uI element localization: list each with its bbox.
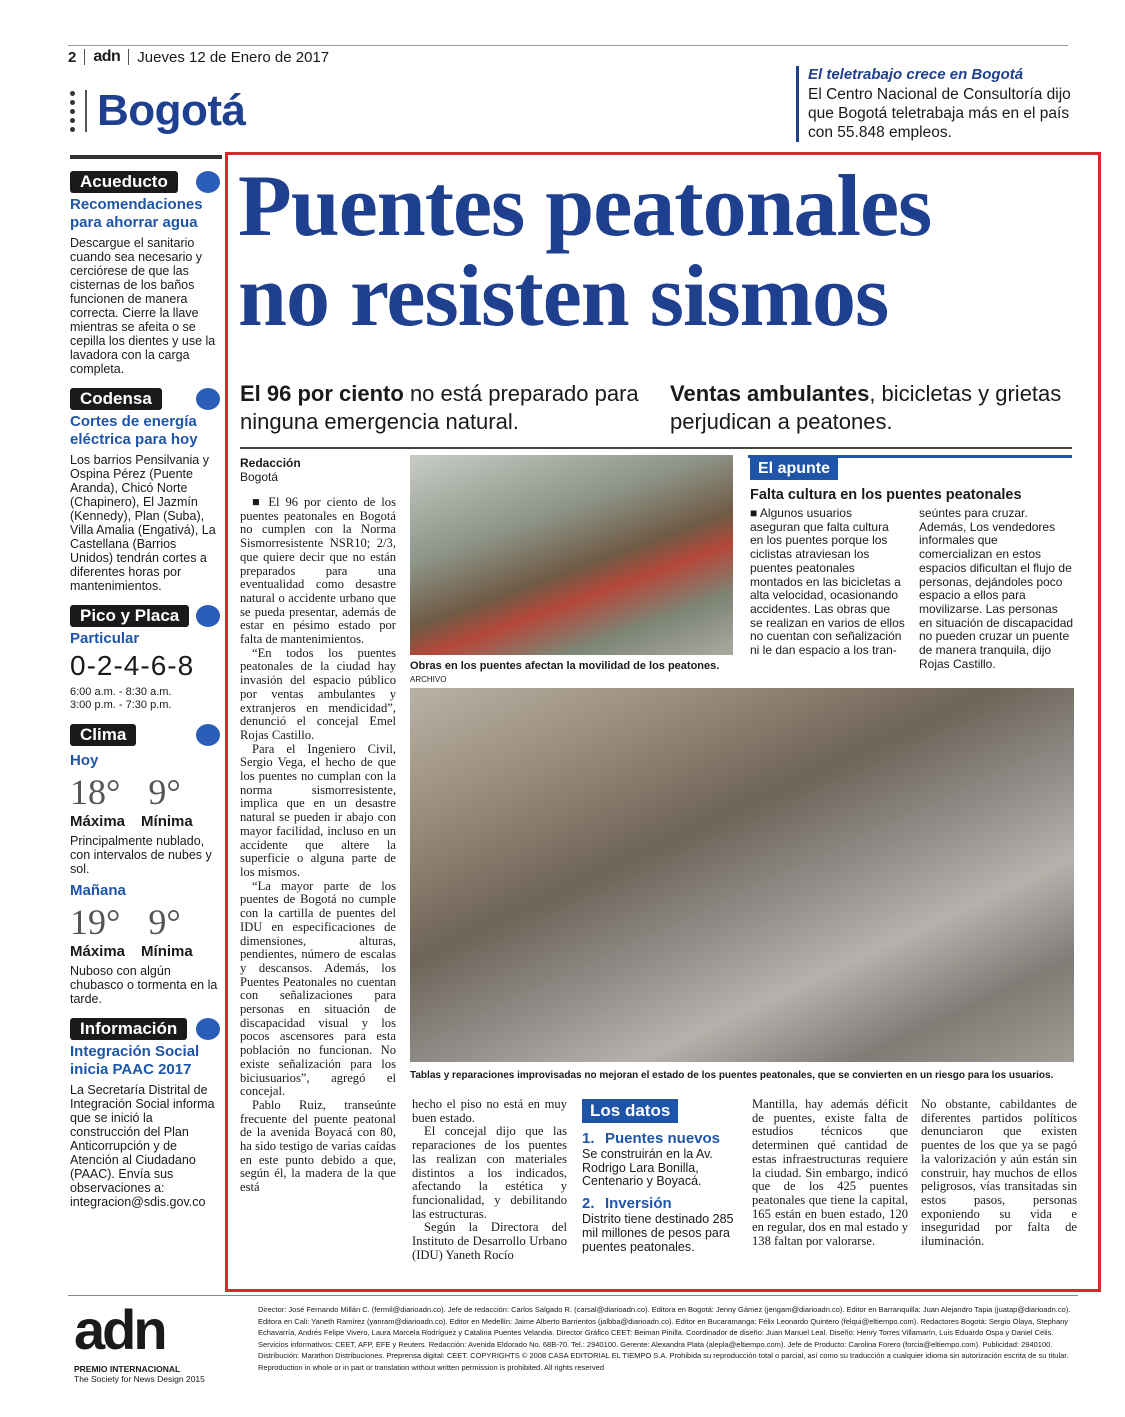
footer-logo[interactable]: adn [74,1298,165,1361]
tomorrow-min-temp: 9° [148,902,181,942]
article-column-2 [412,1098,567,1262]
byline-city: Bogotá [240,470,279,484]
photo1-caption-text: Obras en los puentes afectan la movilidad de los peatones. [410,660,720,672]
info-box [70,1018,222,1209]
tomorrow-max-temp: 19° [70,902,121,942]
datos-item-body: Se construirán en la Av. Rodrigo Lara Bonilla, Centenario y Boyacá. [582,1147,713,1189]
deck-right-rest: , bicicletas y grietas perjudican a peatones. [670,381,1062,434]
deck-rule [240,447,1072,449]
info-body: La Secretaría Distrital de Integración Social informa que se inició la construcción del Plan Anticorrupción y de Atención al Ciudadano (PAAC). Envía sus observaciones a: integracion@sdis.gov.co [70,1083,215,1209]
footer-award [74,1364,205,1384]
pico-placa-label: Pico y Placa [70,605,189,627]
brief-box [796,66,1076,142]
header-divider [84,49,85,65]
max-label: Máxima [70,813,126,830]
brief-title: El teletrabajo crece en Bogotá [808,66,1024,83]
info-label: Información [70,1018,187,1040]
article-column-4: Mantilla, hay además déficit de puentes, existe falta de estudios técnicos que determinen qué cantidad de estas infraestructuras requiere la ciudad. Sin embargo, indicó que de los 425 puentes peatonales que tiene la capital, 165 están en buen estado, 120 en regular, dos en mal estado y 138 faltan por valorarse. [752,1097,908,1249]
temp-labels [70,943,222,960]
clima-today-label: Hoy [70,752,99,769]
header-divider [128,49,129,65]
clima-tomorrow-desc: Nuboso con algún chubasco o tormenta en la tarde. [70,964,218,1006]
paragraph: El concejal dijo que las reparaciones de los puentes las realizan con materiales distintos a los indicados, afectando la estética y funcionalidad, y debilitando las estructuras. [412,1124,567,1221]
photo1-caption [410,660,740,686]
article-column-5: No obstante, cabildantes de diferentes partidos políticos denunciaron que existen puentes de los que ya se pagó la valorización y aún están sin construir, hay muchos de ellos peligrosos, vías transitadas sin estos pasos, personas exponiendo su vida e inseguridad por falta de iluminación. [921,1097,1077,1249]
pico-placa-hours-am: 6:00 a.m. - 8:30 a.m. [70,686,172,698]
section-title: Bogotá [97,86,246,135]
speech-bubble-icon [196,1018,220,1040]
speech-bubble-icon [196,724,220,746]
award-title: PREMIO INTERNACIONAL [74,1364,181,1374]
footer [68,1295,1078,1384]
section-divider [85,90,87,132]
codensa-body: Los barrios Pensilvania y Ospina Pérez (Puente Aranda), Chicó Norte (Chapinero), El Jazmín (Kennedy), Plan (Suba), Villa Amalia (Engativá), La Castellana (Barrios Unidos) tendrán cortes a diferentes horas por mantenimientos. [70,453,216,593]
apunte-heading: Falta cultura en los puentes peatonales [750,487,1022,503]
award-society: The Society for News Design 2015 [74,1374,205,1384]
pico-placa-subtitle: Particular [70,630,140,647]
paragraph: Según la Directora del Instituto de Desarrollo Urbano (IDU) Yaneth Rocío [412,1220,567,1262]
paragraph: “En todos los puentes peatonales de la ciudad hay invasión del espacio público por ventas ambulantes y extranjeros en mendicidad”, denunció el concejal Emel Rojas Castillo. [240,645,396,742]
clima-today-temps [70,771,222,813]
codensa-label: Codensa [70,388,162,410]
headline [238,158,1088,345]
acueducto-box [70,171,222,376]
deck-left [240,380,650,436]
top-rule [68,45,1068,46]
byline-role: Redacción [240,456,301,470]
speech-bubble-icon [196,388,220,410]
pico-placa-digits: 0-2-4-6-8 [70,650,195,681]
photo2-caption: Tablas y reparaciones improvisadas no mejoran el estado de los puentes peatonales, que se convierten en un riesgo para los usuarios. [410,1070,1054,1081]
apunte-column-1: ■ Algunos usuarios aseguran que falta cultura en los puentes porque los ciclistas atraviesan los puentes peatonales montados en las bicicletas a alta velocidad, ocasionando accidentes. Las obras que se realizan en varios de ellos no cuentan con señalización ni le dan espacio a los tran- [750,506,905,658]
page-number: 2 [68,48,77,66]
deck-right [670,380,1075,436]
pico-placa-box [70,605,222,712]
byline [240,456,301,484]
issue-date: Jueves 12 de Enero de 2017 [137,48,330,66]
clima-tomorrow-label: Mañana [70,882,126,899]
datos-item-title: Puentes nuevos [604,1130,721,1147]
photo1-credit: ARCHIVO [410,675,447,684]
section-header [70,86,246,136]
speech-bubble-icon [196,605,220,627]
deck-left-rest: no está preparado para ninguna emergencia natural. [240,381,639,434]
datos-item-body: Distrito tiene destinado 285 mil millones de pesos para puentes peatonales. [582,1212,734,1254]
brief-body: El Centro Nacional de Consultoría dijo que Bogotá teletrabaja más en el país con 55.848 empleos. [808,86,1071,141]
apunte-column-2: seúntes para cruzar. Además, Los vendedores informales que comercializan en estos espacios dificultan el flujo de personas, dejándoles poco espacio a ellos para movilizarse. Las personas en situación de discapacidad no pueden cruzar un puente de manera tranquila, dijo Rojas Castillo. [919,506,1074,671]
paragraph: “La mayor parte de los puentes de Bogotá no cumple con la cartilla de puentes del IDU en especificaciones de dimensiones, alturas, pendientes, número de escalas y descansos. Además, los Puentes Peatonales no cuentan con señalizaciones para personas en situación de discapacidad visual y los pocos ascensores para esta población no funcionan. No existe señalización para los biciusuarios”, agregó el concejal. [240,878,396,1099]
acueducto-body: Descargue el sanitario cuando sea necesario y cerciórese de que las cisternas de los baños funcionen de manera correcta. Cierre la llave mientras se afeita o se cepilla los dientes y use la lavadora con la carga completa. [70,236,216,376]
datos-item-title: Inversión [604,1195,672,1213]
info-subtitle: Integración Social inicia PAAC 2017 [70,1043,200,1078]
photo-cyclists-bridge [410,688,1074,1062]
codensa-box [70,388,222,593]
paragraph: Pablo Ruiz, transeúnte frecuente del puente peatonal de la avenida Boyacá con 80, ha sido testigo de varias caídas en este punto debido a que, según él, la madera de la que está [240,1097,396,1195]
datos-item-number: 1. [582,1130,595,1147]
datos-item [582,1130,740,1189]
today-max-temp: 18° [70,772,121,812]
pico-placa-hours-pm: 3:00 p.m. - 7:30 p.m. [70,699,172,711]
deck-right-bold: Ventas ambulantes [670,381,870,406]
datos-label: Los datos [582,1099,678,1123]
temp-labels [70,813,222,830]
headline-line-1: Puentes peatonales [238,158,932,255]
deck-left-bold: El 96 por ciento [240,381,404,406]
brand-logo[interactable]: adn [93,48,121,65]
today-min-temp: 9° [148,772,181,812]
min-label: Mínima [141,943,193,960]
codensa-subtitle: Cortes de energía eléctrica para hoy [70,413,198,448]
headline-line-2: no resisten sismos [238,248,889,345]
acueducto-label: Acueducto [70,171,178,193]
datos-item [582,1195,740,1254]
paragraph: ■ El 96 por ciento de los puentes peatonales en Bogotá no cumplen con la Norma Sismorresistente NSR10; 2/3, que quiere decir que no están preparados para una eventualidad como desastre natural o accidente urbano que se pueda presentar, además de estar en pésimo estado por falta de mantenimientos. [240,495,396,647]
sidebar [70,155,222,1209]
datos-box [582,1130,740,1254]
clima-today-desc: Principalmente nublado, con intervalos de nubes y sol. [70,834,212,876]
speech-bubble-icon [196,171,220,193]
photo-bridge-works [410,455,733,655]
max-label: Máxima [70,943,126,960]
clima-tomorrow-temps [70,901,222,943]
clima-box [70,724,222,1006]
paragraph: Para el Ingeniero Civil, Sergio Vega, el hecho de que los puentes no cumplan con la norma sismorresistente, implica que en un desastre natural se pueden ir abajo con mayor facilidad, incluso en un accidente que altere la superficie o alguna parte de los mismos. [240,741,396,879]
datos-item-number: 2. [582,1195,595,1213]
dots-icon [70,91,75,132]
min-label: Mínima [141,813,193,830]
acueducto-subtitle: Recomendaciones para ahorrar agua [70,196,203,231]
clima-label: Clima [70,724,136,746]
page-header [68,48,329,66]
paragraph: hecho el piso no está en muy buen estado. [412,1097,567,1125]
article-column-1 [240,496,396,1195]
apunte-label: El apunte [750,458,838,480]
footer-credits: Director: José Fernando Millán C. (fermil@diarioadn.co). Jefe de redacción: Carlos Salgado R. (carsal@diarioadn.co). Editora en Bogotá: Jenny Gámez (jengam@diarioadn.co). Editor en Barranquilla: Juan Alejandro Tapia (juatap@diarioadn.co). Editora en Cali: Yaneth Ramírez (yanram@diarioadn.co). Editor en Medellín: Jaime Alberto Barrientos (jalbba@diarioadn.co). Editor en Bucaramanga: Félix Leonardo Quintero (felqui@eltiempo.com). Redactores Bogotá: Sergio Olaya, Stephany Echavarría, Andrés Felipe Vivero, Laura Marcela Rodríguez y Catalina Puentes Velandia. Director Gráfico CEET: Beiman Pinilla. Coordinador de diseño: Juan Manuel Leal. Diseño: Henry Torres Villamarín, Luis Eduardo Ospa y Daniel Celis. Servicios informativos: CEET, AFP, EFE y Reuters. Redacción: Avenida Eldorado No. 68B-70. Tel.: 2940100. Gerente: Alexandra Plata (alepla@eltiempo.com). Jefe de Producto: Carolina Forero (forcia@eltiempo.com). Publicidad: 2940100. Distribución: Marathon Distribuciones. Preprensa digital: CEET. COPYRIGHTS © 2008 CASA EDITORIAL EL TIEMPO S.A. Prohibida su reproducción total o parcial, así como su traducción a cualquier idioma sin autorización escrita de su titular. Reproduction in whole or in part or translation without written permission is prohibited. All rights reserved [258,1305,1071,1372]
